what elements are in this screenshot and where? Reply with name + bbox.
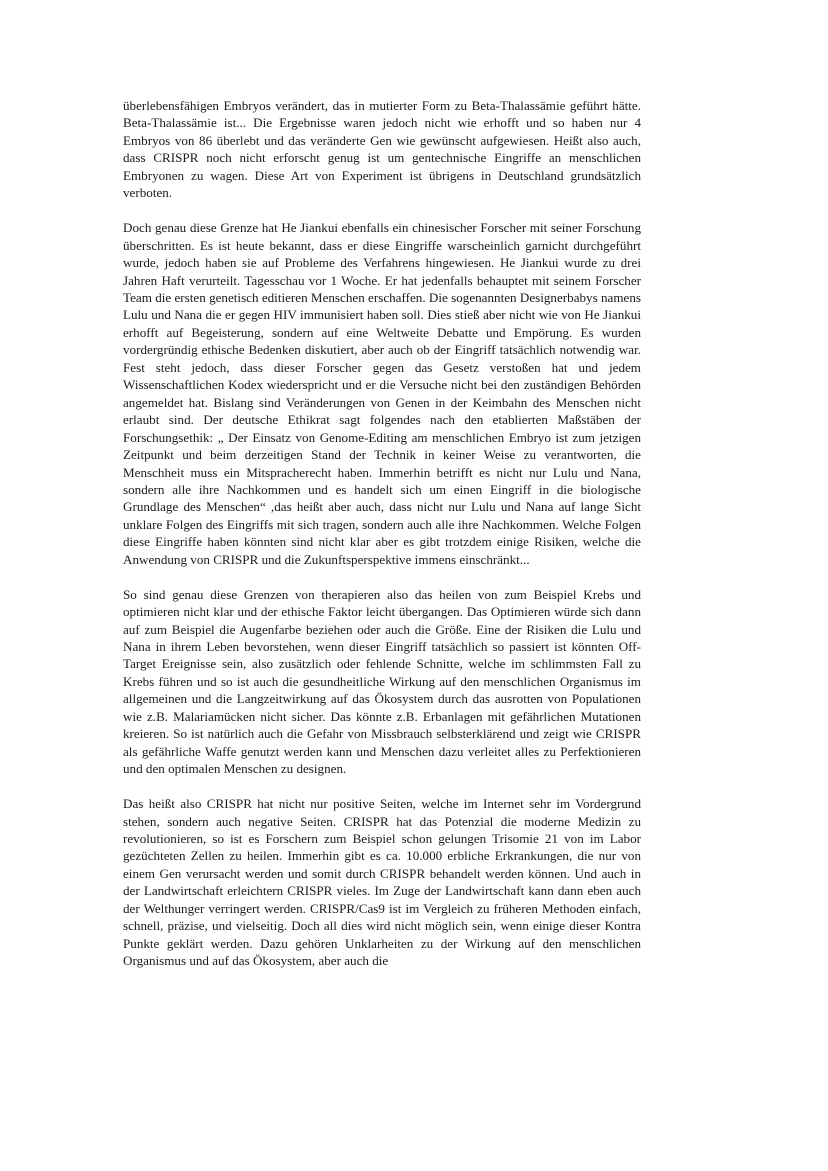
paragraph-beta-thalassaemie: überlebensfähigen Embryos verändert, das in mutierter Form zu Beta-Thalassämie geführt hätte. Beta-Thalassämie ist... Die Ergebnisse waren jedoch nicht wie erhofft und so haben nur 4 Embryos von 86 überlebt und das veränderte Gen wie gewünscht aufgewiesen. Heißt also auch, dass CRISPR noch nicht erforscht genug ist um gentechnische Eingriffe an menschlichen Embryonen zu wagen. Diese Art von Experiment ist übrigens in Deutschland grundsätzlich verboten. [123, 98, 641, 201]
paragraph-grenzen-risiken: So sind genau diese Grenzen von therapieren also das heilen von zum Beispiel Krebs und optimieren nicht klar und der ethische Faktor leicht übergangen. Das Optimieren würde sich dann auf zum Beispiel die Augenfarbe beziehen oder auch die Größe. Eine der Risiken die Lulu und Nana in ihrem Leben bevorstehen, wenn dieser Eingriff tatsächlich so passiert ist könnten Off-Target Ereignisse sein, also zusätzlich oder fehlende Schnitte, welche im schlimmsten Fall zu Krebs führen und so ist auch die gesundheitliche Wirkung auf den menschlichen Organismus im allgemeinen und die Langzeitwirkung auf das Ökosystem durch das ausrotten von Populationen wie z.B. Malariamücken nicht sicher. Das könnte z.B. Erbanlagen mit gefährlichen Mutationen kreieren. So ist natürlich auch die Gefahr von Missbrauch selbsterklärend und zeigt wie CRISPR als gefährliche Waffe genutzt werden kann und Menschen dazu verleitet alles zu Perfektionieren und den optimalen Menschen zu designen. [123, 586, 641, 777]
paragraph-fazit-crispr: Das heißt also CRISPR hat nicht nur positive Seiten, welche im Internet sehr im Vordergrund stehen, sondern auch negative Seiten. CRISPR hat das Potenzial die moderne Medizin zu revolutionieren, so ist es Forschern zum Beispiel schon gelungen Trisomie 21 von im Labor gezüchteten Zellen zu heilen. Immerhin gibt es ca. 10.000 erbliche Erkrankungen, die nur von einem Gen verursacht werden und somit durch CRISPR behandelt werden können. Und auch in der Landwirtschaft erleichtern CRISPR vieles. Im Zuge der Landwirtschaft kann dann eben auch der Welthunger verringert werden. CRISPR/Cas9 ist im Vergleich zu früheren Methoden einfach, schnell, präzise, und vielseitig. Doch all dies wird nicht möglich sein, wenn einige dieser Kontra Punkte geklärt werden. Dazu gehören Unklarheiten zu der Wirkung auf den menschlichen Organismus und auf das Ökosystem, aber auch die [123, 796, 641, 969]
document-body [123, 97, 641, 970]
paragraph-he-jiankui: Doch genau diese Grenze hat He Jiankui ebenfalls ein chinesischer Forscher mit seiner Forschung überschritten. Es ist heute bekannt, dass er diese Eingriffe warscheinlich garnicht durchgeführt wurde, jedoch haben sie auf Probleme des Verfahrens hingewiesen. He Jiankui wurde zu drei Jahren Haft verurteilt. Tagesschau vor 1 Woche. Er hat jedenfalls behauptet mit seinem Forscher Team die ersten genetisch editieren Menschen erschaffen. Die sogenannten Designerbabys namens Lulu und Nana die er gegen HIV immunisiert haben soll. Dies stieß aber nicht wie von He Jiankui erhofft auf Begeisterung, sondern auf eine Weltweite Debatte und Empörung. Es wurden vordergründig ethische Bedenken diskutiert, aber auch ob der Eingriff tatsächlich notwendig war. Fest steht jedoch, dass dieser Forscher gegen das Gesetz verstoßen hat und jedem Wissenschaftlichen Kodex wiederspricht und er die Versuche nicht bei den zuständigen Behörden angemeldet hat. Bislang sind Veränderungen von Genen in der Keimbahn des Menschen nicht erlaubt sind. Der deutsche Ethikrat sagt folgendes nach den etablierten Maßstäben der Forschungsethik: „ Der Einsatz von Genome-Editing am menschlichen Embryo ist zum jetzigen Zeitpunkt und beim derzeitigen Stand der Technik in keiner Weise zu verantworten, die Menschheit muss ein Mitspracherecht haben. Immerhin betrifft es nicht nur Lulu und Nana, sondern alle ihre Nachkommen und es handelt sich um einen Eingriff in die biologische Grundlage des Menschen“ ,das heißt aber auch, dass nicht nur Lulu und Nana auf lange Sicht unklare Folgen des Eingriffs mit sich tragen, sondern auch alle ihre Nachkommen. Welche Folgen diese Eingriffe haben könnten sind nicht klar aber es gibt trotzdem einige Risiken, welche die Anwendung von CRISPR und die Zukunftsperspektive immens einschränkt... [123, 220, 641, 567]
